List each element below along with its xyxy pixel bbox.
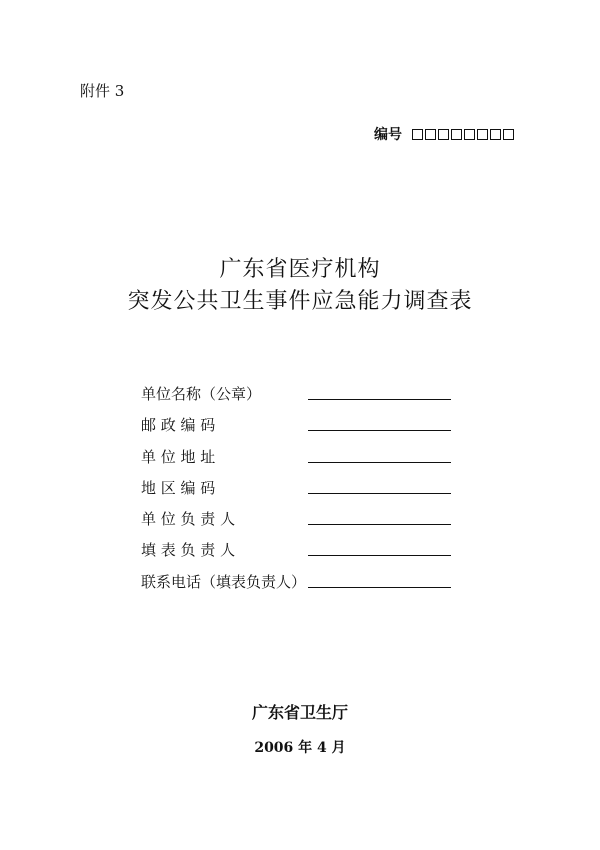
form-row bbox=[141, 508, 461, 539]
form-row bbox=[141, 446, 461, 477]
field-input-line[interactable] bbox=[308, 430, 451, 431]
field-label: 单位名称（公章） bbox=[141, 385, 262, 403]
serial-digit-box[interactable] bbox=[425, 129, 436, 140]
field-label: 单 位 负 责 人 bbox=[141, 510, 236, 529]
form-row bbox=[141, 414, 461, 445]
field-input-line[interactable] bbox=[308, 555, 451, 556]
serial-boxes bbox=[412, 129, 514, 140]
field-input-line[interactable] bbox=[308, 587, 451, 588]
form-row bbox=[141, 477, 461, 508]
field-label: 填 表 负 责 人 bbox=[141, 541, 236, 560]
field-input-line[interactable] bbox=[308, 493, 451, 494]
form-fields bbox=[141, 383, 461, 602]
serial-digit-box[interactable] bbox=[477, 129, 488, 140]
title-line-2: 突发公共卫生事件应急能力调查表 bbox=[127, 289, 473, 314]
serial-digit-box[interactable] bbox=[451, 129, 462, 140]
title-line-1: 广东省医疗机构 bbox=[219, 257, 381, 282]
form-row bbox=[141, 383, 461, 414]
field-label: 地 区 编 码 bbox=[141, 478, 216, 497]
serial-number bbox=[374, 124, 514, 144]
serial-label: 编号 bbox=[374, 127, 402, 143]
form-row bbox=[141, 571, 461, 602]
field-label: 联系电话（填表负责人） bbox=[141, 572, 307, 591]
form-row bbox=[141, 539, 461, 570]
serial-digit-box[interactable] bbox=[438, 129, 449, 140]
field-label: 邮 政 编 码 bbox=[141, 416, 216, 435]
field-input-line[interactable] bbox=[308, 399, 451, 400]
field-input-line[interactable] bbox=[308, 524, 451, 525]
attachment-label: 附件 3 bbox=[80, 82, 125, 100]
serial-digit-box[interactable] bbox=[490, 129, 501, 140]
issuer: 广东省卫生厅 bbox=[251, 703, 348, 722]
field-label: 单 位 地 址 bbox=[141, 447, 216, 466]
serial-digit-box[interactable] bbox=[464, 129, 475, 140]
field-input-line[interactable] bbox=[308, 462, 451, 463]
issue-date: 2006 年 4 月 bbox=[254, 740, 346, 756]
serial-digit-box[interactable] bbox=[503, 129, 514, 140]
serial-digit-box[interactable] bbox=[412, 129, 423, 140]
